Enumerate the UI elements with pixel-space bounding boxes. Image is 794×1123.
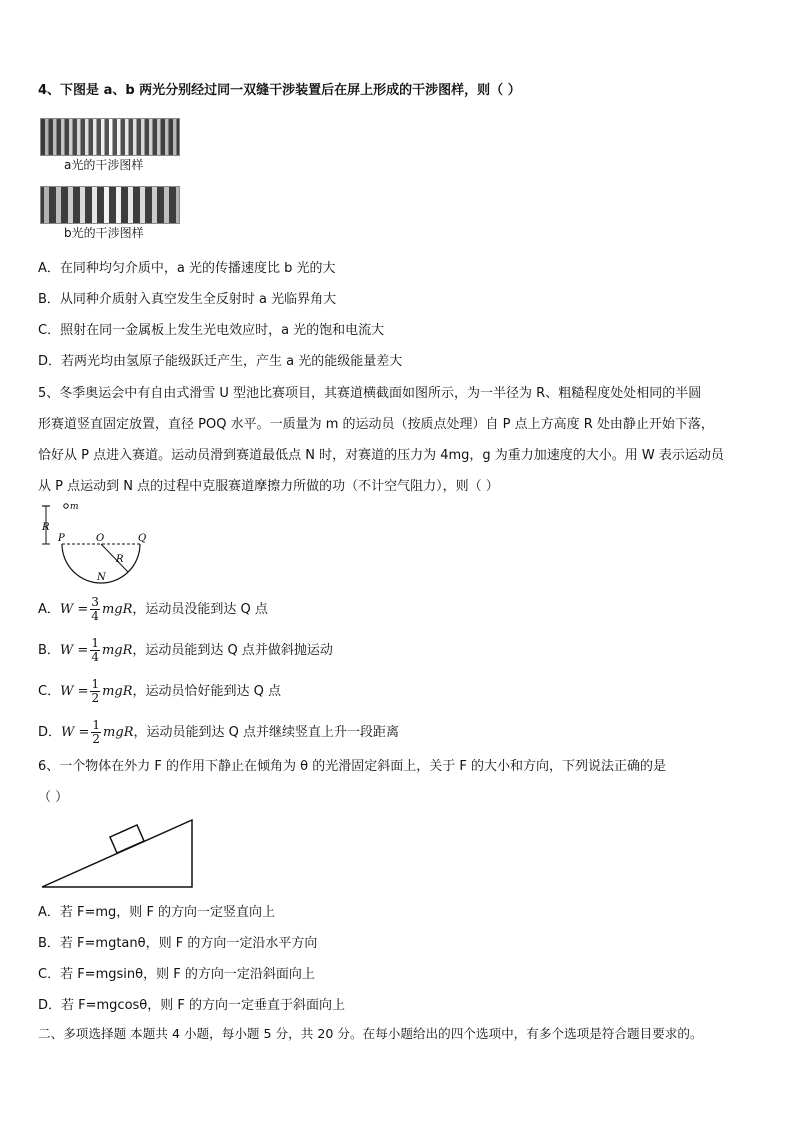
- q4-option-d: D．若两光均由氢原子能级跃迁产生，产生 a 光的能级能量差大: [38, 354, 403, 369]
- fringe: [44, 187, 49, 223]
- fringe: [164, 187, 169, 223]
- q6-option-c: C．若 F=mgsinθ，则 F 的方向一定沿斜面向上: [38, 967, 315, 982]
- fringe: [104, 187, 109, 223]
- section2-heading: 二、多项选择题 本题共 4 小题，每小题 5 分，共 20 分。在每小题给出的四个选项中，有多个选项是符合题目要求的。: [38, 1026, 703, 1041]
- fig-a-caption: a光的干涉图样: [64, 158, 144, 172]
- label-N: N: [97, 572, 106, 583]
- block-on-incline: [110, 825, 144, 853]
- q5-stem-line-2: 形赛道竖直固定放置，直径 POQ 水平。一质量为 m 的运动员（按质点处理）自 P 点上方高度 R 处由静止开始下落，: [38, 417, 714, 432]
- halfpipe-diagram: [36, 500, 156, 586]
- fringe: [173, 119, 177, 155]
- q6-stem-line-2: （ ）: [38, 790, 69, 805]
- interference-pattern-b: [40, 186, 180, 224]
- fringe: [109, 119, 113, 155]
- fig-b-caption: b光的干涉图样: [64, 226, 144, 240]
- q4-stem: 4、下图是 a、b 两光分别经过同一双缝干涉装置后在屏上形成的干涉图样，则（ ）: [38, 83, 521, 98]
- fringe: [69, 119, 73, 155]
- fringe: [77, 119, 81, 155]
- athlete-point: [64, 504, 68, 508]
- q5-option-a: A．W = $\frac{3}{4}$ mgR，运动员没能到达 Q 点: [38, 595, 268, 623]
- q5-option-c: C．W = $\frac{1}{2}$ mgR，运动员恰好能到达 Q 点: [38, 677, 282, 705]
- fringe: [56, 187, 61, 223]
- fringe: [45, 119, 49, 155]
- label-O: O: [96, 533, 105, 544]
- label-P: P: [58, 533, 65, 544]
- label-R-arc: R: [116, 554, 124, 565]
- q4-option-a: A．在同种均匀介质中，a 光的传播速度比 b 光的大: [38, 261, 336, 276]
- q6-option-b: B．若 F=mgtanθ，则 F 的方向一定沿水平方向: [38, 936, 318, 951]
- fringe: [157, 119, 161, 155]
- q4-option-b: B．从同种介质射入真空发生全反射时 a 光临界角大: [38, 292, 337, 307]
- fringe: [80, 187, 85, 223]
- fringe: [85, 119, 89, 155]
- q5-stem-line-4: 从 P 点运动到 N 点的过程中克服赛道摩擦力所做的功（不计空气阻力），则（ ）: [38, 479, 499, 494]
- fringe: [133, 119, 137, 155]
- fringe: [68, 187, 73, 223]
- fringe: [149, 119, 153, 155]
- q5-stem-line-1: 5、冬季奥运会中有自由式滑雪 U 型池比赛项目，其赛道横截面如图所示，为一半径为 R、粗糙程度处处相同的半圆: [38, 386, 702, 401]
- fringe: [152, 187, 157, 223]
- fringe: [176, 187, 179, 223]
- fringe: [165, 119, 169, 155]
- label-R-height: R: [42, 522, 50, 533]
- fringe: [53, 119, 57, 155]
- q6-option-a: A．若 F=mg，则 F 的方向一定竖直向上: [38, 905, 276, 920]
- fringe: [141, 119, 145, 155]
- q6-stem-line-1: 6、一个物体在外力 F 的作用下静止在倾角为 θ 的光滑固定斜面上，关于 F 的大小和方向，下列说法正确的是: [38, 759, 666, 774]
- radius-line: [101, 544, 128, 572]
- fringe: [128, 187, 133, 223]
- incline-diagram: [40, 815, 196, 890]
- q6-option-d: D．若 F=mgcosθ，则 F 的方向一定垂直于斜面向上: [38, 998, 345, 1013]
- fringe: [92, 187, 97, 223]
- q5-option-b: B．W = $\frac{1}{4}$ mgR，运动员能到达 Q 点并做斜抛运动: [38, 636, 333, 664]
- fringe: [140, 187, 145, 223]
- fringe: [61, 119, 65, 155]
- fringe: [125, 119, 129, 155]
- interference-pattern-a: [40, 118, 180, 156]
- q4-option-c: C．照射在同一金属板上发生光电效应时，a 光的饱和电流大: [38, 323, 385, 338]
- fringe: [116, 187, 121, 223]
- fringe: [101, 119, 105, 155]
- fringe: [117, 119, 121, 155]
- label-m: m: [70, 502, 79, 512]
- q5-stem-line-3: 恰好从 P 点进入赛道。运动员滑到赛道最低点 N 时，对赛道的压力为 4mg，g 为重力加速度的大小。用 W 表示运动员: [38, 448, 724, 463]
- label-Q: Q: [138, 533, 147, 544]
- fringe: [93, 119, 97, 155]
- q5-option-d: D．W = $\frac{1}{2}$ mgR，运动员能到达 Q 点并继续竖直上升一段距离: [38, 718, 399, 746]
